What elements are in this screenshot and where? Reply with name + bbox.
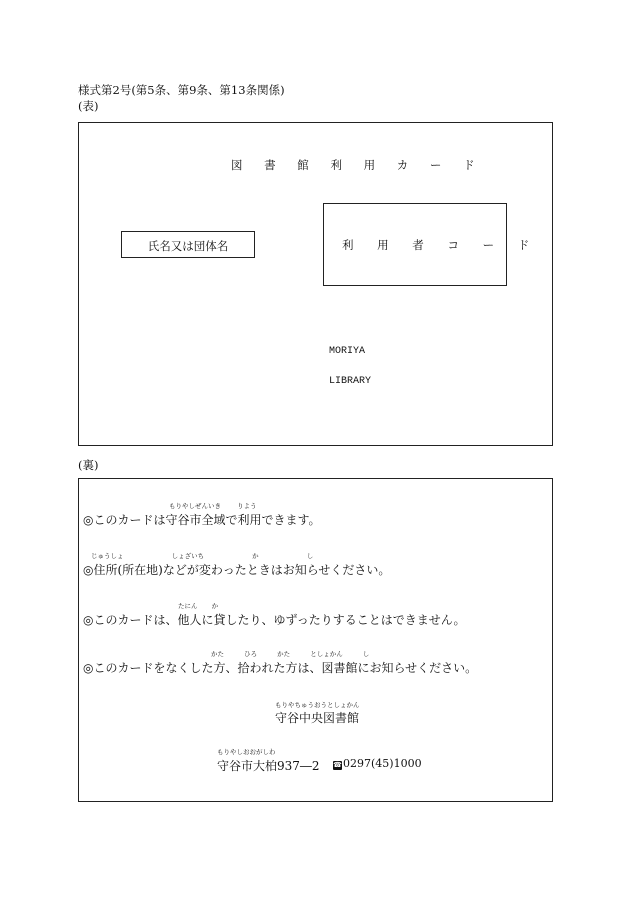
library-name: 守谷中央図書館: [275, 711, 360, 725]
note-line: ◎住所(所在地)などが変わったときはお知らせください。: [83, 563, 391, 577]
address: 守谷市大柏937―2: [217, 759, 320, 773]
user-code-box: [323, 203, 540, 286]
phone: [333, 757, 422, 770]
front-label: (表): [78, 99, 99, 113]
form-number: 様式第2号(第5条、第9条、第13条関係): [78, 83, 285, 97]
name-box: [121, 231, 255, 258]
address-ruby: もりやしおおがしわ: [217, 748, 276, 756]
note-line: ◎このカードは、他人に貸したり、ゆずったりすることはできません。: [83, 613, 466, 627]
front-card: [78, 122, 553, 446]
phone-number: 0297(45)1000: [343, 757, 422, 770]
note-ruby: じゅうしょ しょざいち か し: [91, 552, 314, 560]
back-card: [78, 478, 553, 802]
library-ruby: もりやちゅうおうとしょかん: [275, 701, 360, 709]
user-code-label: 利 用 者 コ ー ド: [342, 238, 540, 252]
note-ruby: かた ひろ かた としょかん し: [211, 650, 370, 658]
note-line: ◎このカードをなくした方、拾われた方は、図書館にお知らせください。: [83, 661, 478, 675]
library-line-1: MORIYA: [329, 346, 366, 357]
back-label: (裏): [78, 458, 99, 472]
note-ruby: もりやしぜんいき りよう: [169, 502, 257, 510]
telephone-icon: ☎: [333, 761, 342, 769]
library-line-2: LIBRARY: [329, 376, 372, 387]
card-title: 図 書 館 利 用 カ ー ド: [231, 158, 484, 172]
name-box-label: 氏名又は団体名: [147, 239, 229, 253]
note-ruby: たにん か: [178, 602, 219, 610]
note-line: ◎このカードは守谷市全域で利用できます。: [83, 513, 321, 527]
